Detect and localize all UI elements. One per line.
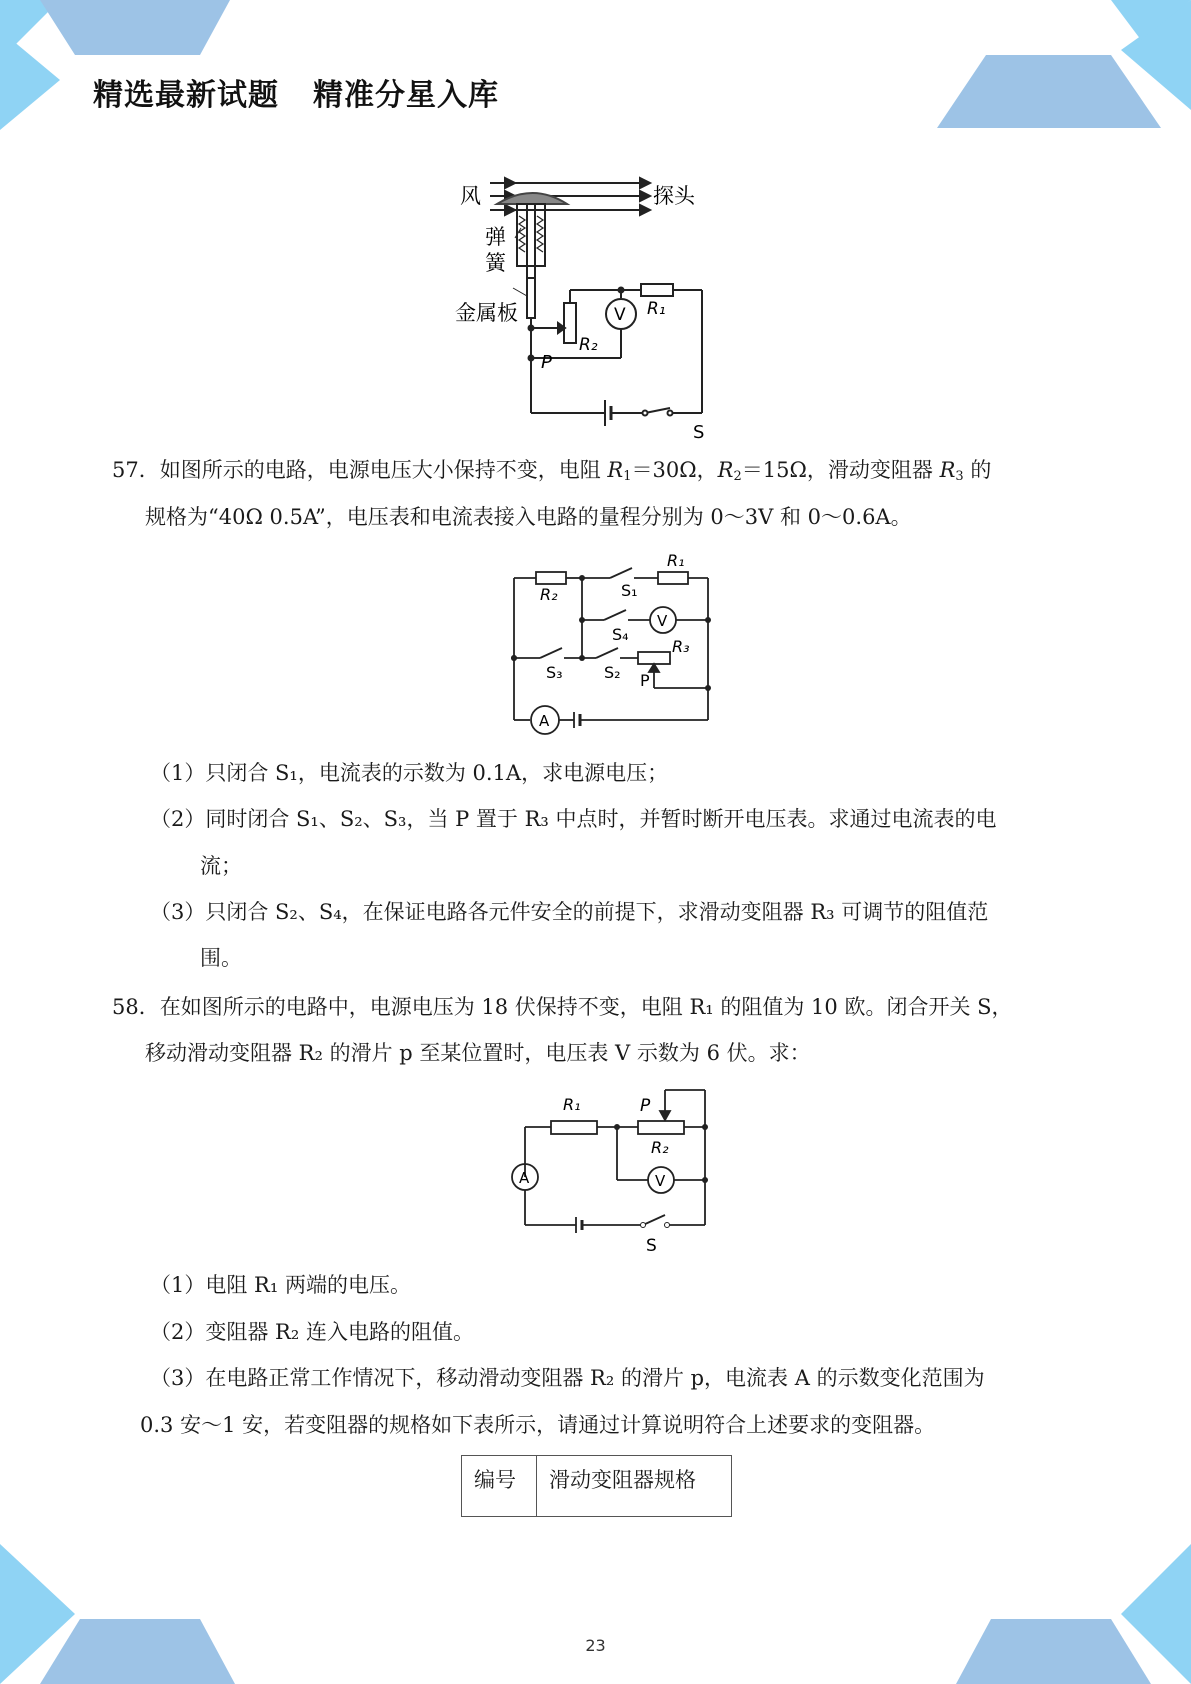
fig57-label-s3: S₃ (546, 663, 563, 682)
q57-line1-c: ＝15Ω，滑动变阻器 (741, 458, 940, 482)
fig56-label-p: P (541, 352, 552, 373)
fig56-label-spring-1: 弹 (485, 225, 506, 249)
q58-sub1: （1）电阻 R₁ 两端的电压。 (150, 1273, 411, 1297)
fig58-label-r2: R₂ (651, 1138, 669, 1157)
fig56-label-v: V (614, 305, 626, 325)
fig56-label-spring-2: 簧 (485, 251, 506, 275)
q57-r3: R (939, 458, 956, 482)
q57-sub3-line1: （3）只闭合 S₂、S₄，在保证电路各元件安全的前提下，求滑动变阻器 R₃ 可调节的阻值范 (150, 900, 989, 924)
top-right-decoration (931, 0, 1191, 130)
fig56-label-s: S (693, 422, 705, 443)
q57-line1-a: 如图所示的电路，电源电压大小保持不变，电阻 (159, 458, 608, 482)
figure-wind-probe-circuit (455, 168, 775, 448)
fig58-label-a: A (519, 1169, 530, 1187)
fig56-label-r1: R₁ (647, 299, 666, 319)
q58-sub2: （2）变阻器 R₂ 连入电路的阻值。 (150, 1320, 474, 1344)
q57-number: 57． (112, 458, 160, 482)
q57-sub3-line2: 围。 (200, 946, 242, 970)
table-header-row (462, 1456, 732, 1517)
header-title-part1: 精选最新试题 (93, 78, 279, 113)
fig56-label-r2: R₂ (579, 335, 598, 355)
q58-line1 (112, 992, 1013, 1022)
fig57-label-r2: R₂ (540, 585, 558, 604)
q58-line1-text: 在如图所示的电路中，电源电压为 18 伏保持不变，电阻 R₁ 的阻值为 10 欧。闭合开关 S， (159, 995, 1013, 1019)
header-title (93, 70, 499, 114)
q57-r2-sub: 2 (733, 469, 742, 484)
fig56-label-plate: 金属板 (455, 301, 518, 325)
q57-r1: R (607, 458, 624, 482)
q58-line2: 移动滑动变阻器 R₂ 的滑片 p 至某位置时，电压表 V 示数为 6 伏。求： (145, 1041, 811, 1065)
fig57-label-r1: R₁ (667, 551, 685, 570)
fig57-label-v: V (657, 612, 668, 630)
figure-q58-circuit (505, 1085, 725, 1260)
q57-line1-b: ＝30Ω， (631, 458, 718, 482)
q57-line2: 规格为“40Ω 0.5A”，电压表和电流表接入电路的量程分别为 0～3V 和 0～0.6A。 (145, 505, 912, 529)
header-title-part2: 精准分星入库 (313, 78, 499, 113)
page-number: 23 (585, 1636, 606, 1655)
q57-sub2-line1: （2）同时闭合 S₁、S₂、S₃，当 P 置于 R₃ 中点时，并暂时断开电压表。求通过电流表的电 (150, 807, 997, 831)
q57-sub2-line2: 流； (200, 854, 242, 878)
fig57-label-r3: R₃ (672, 637, 690, 656)
fig58-label-s: S (646, 1236, 657, 1256)
q57-r1-sub: 1 (623, 469, 632, 484)
fig57-label-s2: S₂ (604, 663, 621, 682)
fig57-label-s1: S₁ (621, 581, 638, 600)
rheostat-spec-table (461, 1455, 732, 1517)
bottom-right-decoration (931, 1544, 1191, 1684)
q57-sub1: （1）只闭合 S₁，电流表的示数为 0.1A，求电源电压； (150, 761, 669, 785)
fig56-label-probe: 探头 (653, 184, 695, 208)
q57-line1-d: 的 (963, 458, 992, 482)
q58-sub3-line1: （3）在电路正常工作情况下，移动滑动变阻器 R₂ 的滑片 p，电流表 A 的示数变化范围为 (150, 1366, 985, 1390)
fig56-label-wind: 风 (460, 184, 481, 208)
table-header-number: 编号 (462, 1456, 537, 1517)
q57-r3-sub: 3 (955, 469, 964, 484)
q58-number: 58． (112, 995, 160, 1019)
q57-r2: R (717, 458, 734, 482)
fig57-label-a: A (539, 712, 550, 730)
q57-line1 (112, 455, 991, 492)
bottom-left-decoration (0, 1544, 260, 1684)
q58-sub3-line2: 0.3 安～1 安，若变阻器的规格如下表所示，请通过计算说明符合上述要求的变阻器。 (140, 1413, 936, 1437)
fig57-label-p: P (640, 671, 650, 690)
fig57-label-s4: S₄ (612, 625, 629, 644)
table-header-spec: 滑动变阻器规格 (537, 1456, 732, 1517)
fig58-label-p: P (640, 1096, 651, 1116)
fig58-label-r1: R₁ (563, 1095, 581, 1114)
figure-q57-circuit (500, 548, 730, 738)
fig58-label-v: V (655, 1172, 666, 1190)
